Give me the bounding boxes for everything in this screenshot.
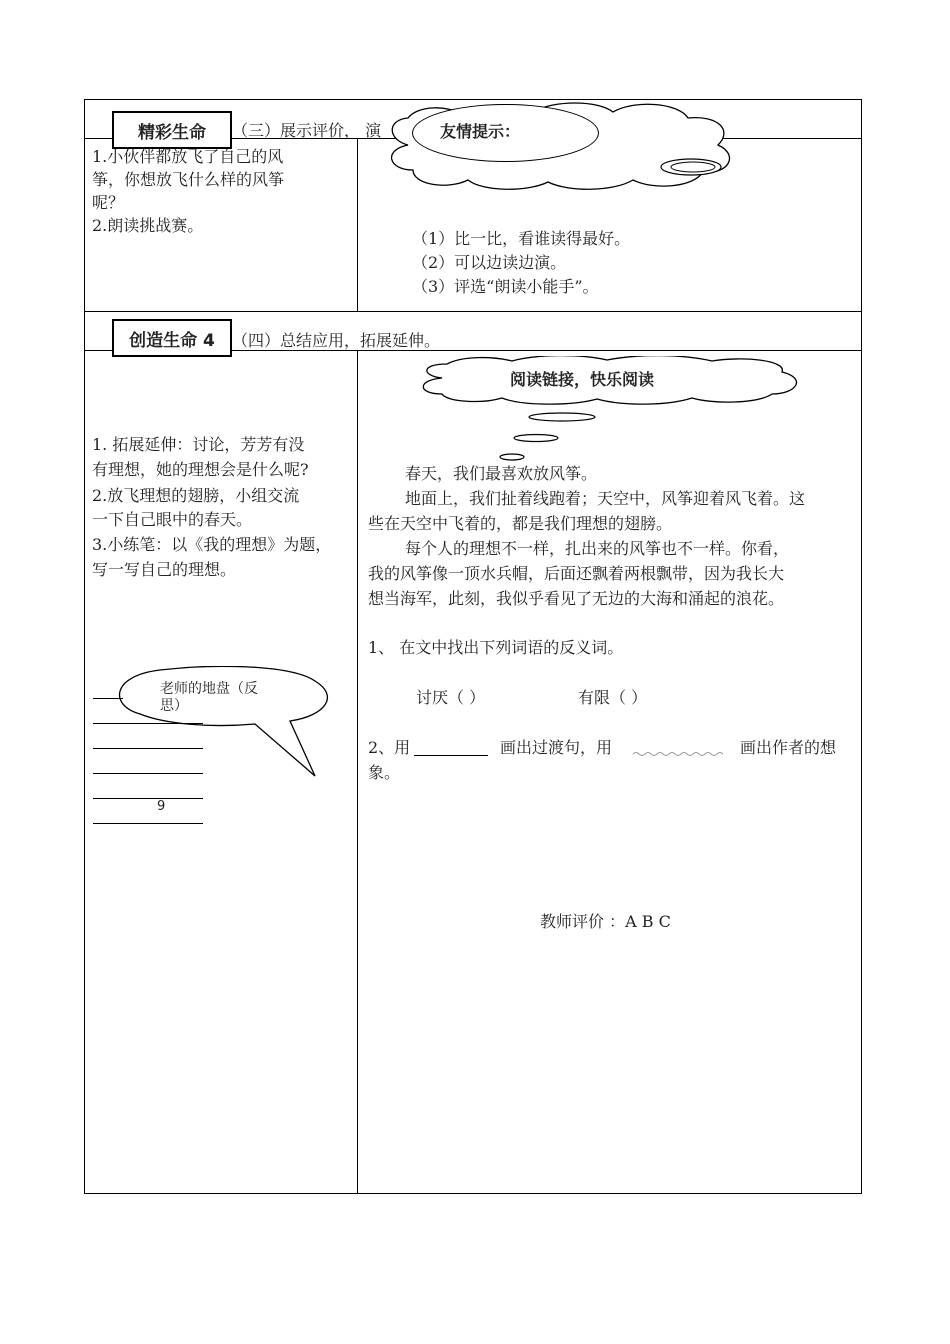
reading-line: 想当海军，此刻，我似乎看见了无边的大海和涌起的浪花。 [368,589,785,608]
section4-left-line: 有理想，她的理想会是什么呢? [92,460,309,479]
writing-line [93,823,203,824]
page-number: 9 [157,799,166,814]
reading-line: 些在天空中飞着的，都是我们理想的翅膀。 [368,514,673,533]
section3-left-line: 筝，你想放飞什么样的风筝 [92,170,285,189]
section4-label: 创造生命 4 [112,319,232,357]
section4-left-line: 写一写自己的理想。 [92,560,237,579]
reading-cloud-title: 阅读链接，快乐阅读 [510,370,655,389]
bubble-text: 思） [160,698,188,714]
question-1: 1、 在文中找出下列词语的反义词。 [368,638,624,657]
writing-line [93,698,123,699]
section4-heading: （四）总结应用，拓展延伸。 [232,331,441,350]
section4-left-line: 一下自己眼中的春天。 [92,510,253,529]
bubble-text: 老师的地盘（反 [160,681,258,697]
writing-line [93,798,203,799]
writing-line [93,773,203,774]
antonym-blank-2[interactable]: 有限（ ） [578,688,648,707]
table-bottom-border [84,1193,862,1194]
table-left-border [84,99,85,1194]
row-divider [84,311,862,312]
question-2-part3: 画出作者的想 [740,738,837,757]
column-divider [357,350,358,1194]
section3-left-line: 2.朗读挑战赛。 [92,216,204,235]
reading-line: 地面上，我们扯着线跑着；天空中，风筝迎着风飞着。这 [405,489,806,508]
wavy-underline-sample [633,750,723,758]
question-2-line2: 象。 [368,763,401,782]
reading-line: 春天，我们最喜欢放风筝。 [405,464,598,483]
question-2-part1: 2、用 [368,738,411,757]
tip-item: （3）评选“朗读小能手”。 [412,277,599,296]
writing-line [93,748,203,749]
question-2-part2: 画出过渡句，用 [500,738,613,757]
tip-item: （2）可以边读边演。 [412,253,567,272]
section4-left-line: 1. 拓展延伸：讨论，芳芳有没 [92,435,305,454]
section4-left-line: 3.小练笔：以《我的理想》为题， [92,535,332,554]
teacher-evaluation: 教师评价 ：A B C [540,912,671,931]
section3-left-line: 1.小伙伴都放飞了自己的风 [92,147,284,166]
section3-left-line: 呢？ [92,193,125,212]
table-right-border [861,99,862,1194]
reading-line: 每个人的理想不一样，扎出来的风筝也不一样。你看， [405,539,790,558]
tip-item: （1）比一比，看谁读得最好。 [412,229,631,248]
antonym-blank-1[interactable]: 讨厌（ ） [416,688,486,707]
cloud-title: 友情提示： [440,122,521,141]
section3-label: 精彩生命 [112,111,232,149]
writing-line [93,723,203,724]
reading-line: 我的风筝像一顶水兵帽，后面还飘着两根飘带，因为我长大 [368,564,785,583]
column-divider [357,138,358,311]
section3-heading: （三）展示评价， 演 [232,121,382,140]
straight-underline-sample [414,755,488,756]
section4-left-line: 2.放飞理想的翅膀，小组交流 [92,486,300,505]
